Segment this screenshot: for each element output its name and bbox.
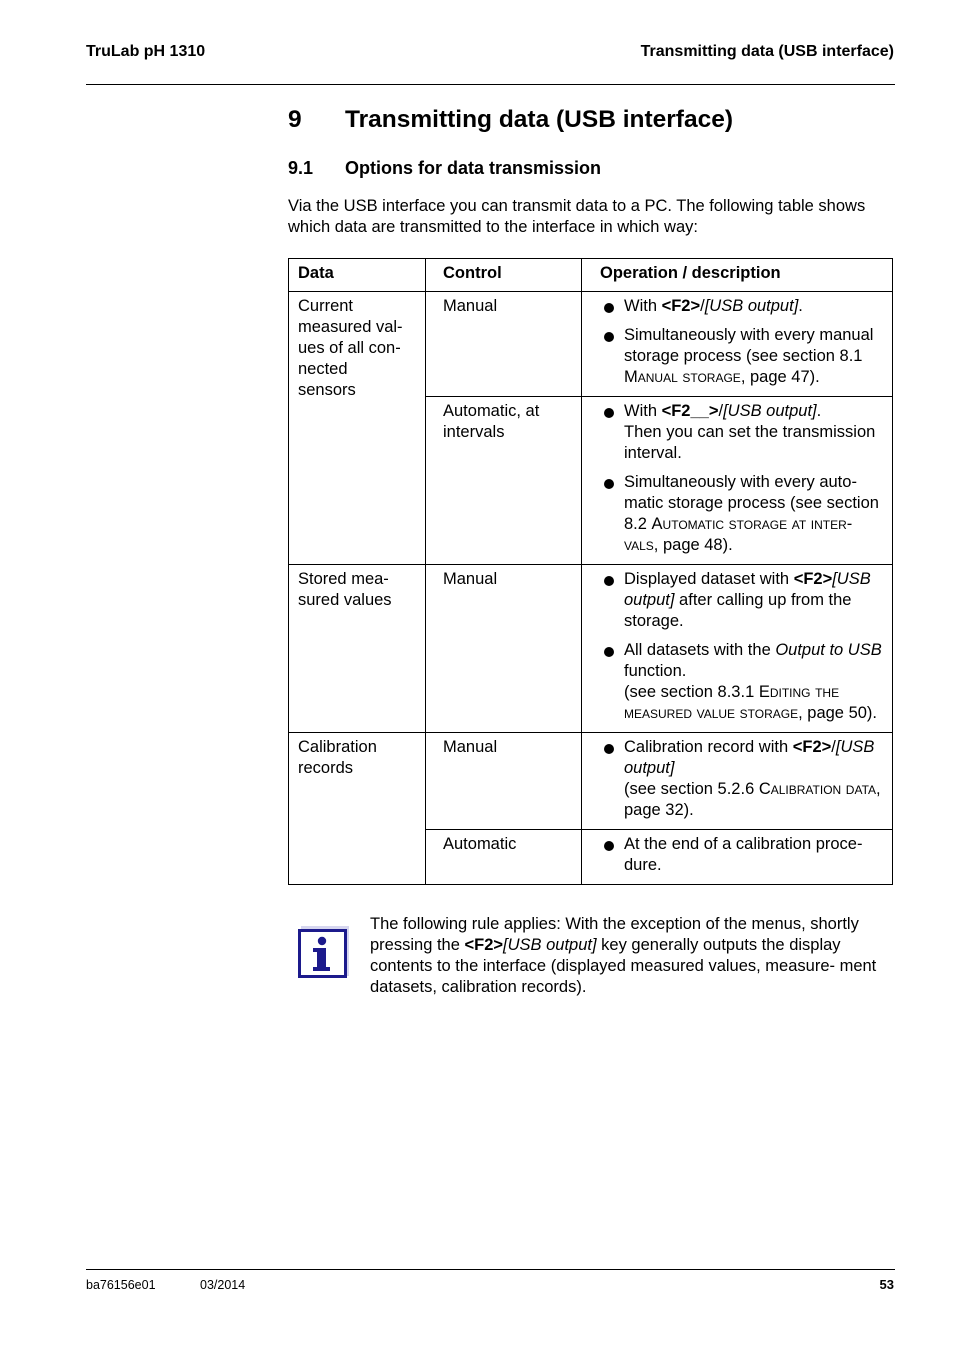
bullet-icon xyxy=(604,841,614,851)
header-rule xyxy=(86,84,895,85)
bullet-icon xyxy=(604,479,614,489)
section-number: 9.1 xyxy=(288,158,314,178)
key-label: <F2> xyxy=(792,738,832,756)
data-label: Calibration records xyxy=(298,738,377,777)
function-label: Output to USB xyxy=(775,641,882,659)
cell-operation xyxy=(582,830,893,885)
list-item xyxy=(602,296,884,317)
text: All datasets with the xyxy=(624,641,776,659)
table-row xyxy=(289,565,893,733)
list-item xyxy=(602,472,884,556)
text: With xyxy=(624,402,662,420)
data-label: Current measured val- ues of all con- nected sensors xyxy=(298,297,403,399)
text: , page 32). xyxy=(624,780,881,819)
note-paragraph xyxy=(370,914,890,998)
text: (see section 5.2.6 xyxy=(624,780,759,798)
chapter-title: Transmitting data (USB interface) xyxy=(345,106,733,133)
bullet-icon xyxy=(604,744,614,754)
column-header-control: Control xyxy=(426,259,582,292)
column-header-data: Data xyxy=(289,259,426,292)
text: function. xyxy=(624,662,687,680)
table-row xyxy=(289,733,893,830)
text: Calibration record with xyxy=(624,738,793,756)
cell-operation xyxy=(582,397,893,565)
footer-date: 03/2014 xyxy=(200,1278,246,1292)
softkey-label: [USB output] xyxy=(624,738,875,777)
bullet-icon xyxy=(604,408,614,418)
bullet-icon xyxy=(604,647,614,657)
softkey-label: [USB output] xyxy=(624,570,871,609)
text: At the end of a calibration proce- dure. xyxy=(624,835,863,874)
data-label: Stored mea- sured values xyxy=(298,570,392,609)
text: Then you can set the transmission interval. xyxy=(624,423,876,462)
list-item xyxy=(602,569,884,632)
text: / xyxy=(831,738,836,756)
cell-control: Manual xyxy=(426,565,582,733)
list-item xyxy=(602,401,884,464)
data-transmission-table xyxy=(288,258,893,885)
list-item xyxy=(602,834,884,876)
softkey-label: [USB output] xyxy=(723,402,817,420)
text: . xyxy=(798,297,803,315)
cell-data xyxy=(289,292,426,565)
cross-reference: Editing the measured value storage xyxy=(624,683,840,722)
list-item xyxy=(602,325,884,388)
text: (see section 8.3.1 xyxy=(624,683,759,701)
header-section-title: Transmitting data (USB interface) xyxy=(640,43,894,60)
text: . xyxy=(816,402,822,420)
list-item xyxy=(602,737,884,821)
info-icon xyxy=(298,926,349,979)
key-label: <F2> xyxy=(464,936,504,954)
list-item xyxy=(602,640,884,724)
text: key generally outputs the display contents to the interface (displayed measured values, measure- ment datasets, calibration records). xyxy=(370,936,877,996)
bullet-icon xyxy=(604,576,614,586)
text: after calling up from the storage. xyxy=(624,591,852,630)
chapter-heading xyxy=(288,106,733,134)
cell-operation xyxy=(582,565,893,733)
text: , page 48). xyxy=(653,536,733,554)
text: / xyxy=(700,297,705,315)
text: Displayed dataset with xyxy=(624,570,794,588)
cell-control: Automatic, at intervals xyxy=(426,397,582,565)
intro-paragraph: Via the USB interface you can transmit data to a PC. The following table shows which data are transmitted to the interface in which way: xyxy=(288,197,866,236)
section-title: Options for data transmission xyxy=(345,158,602,178)
page-number: 53 xyxy=(879,1277,894,1292)
header-product: TruLab pH 1310 xyxy=(86,43,206,60)
table-row xyxy=(289,292,893,397)
text: Simultaneously with every auto- matic storage process (see section 8.2 xyxy=(624,473,879,533)
cell-data xyxy=(289,733,426,885)
key-label: <F2__> xyxy=(661,402,719,420)
column-header-operation: Operation / description xyxy=(582,259,893,292)
text: , page 47). xyxy=(740,368,820,386)
cell-data xyxy=(289,565,426,733)
key-label: <F2> xyxy=(793,570,833,588)
chapter-number: 9 xyxy=(288,106,302,133)
text: Simultaneously with every manual storage process (see section 8.1 xyxy=(624,326,874,365)
cell-operation xyxy=(582,292,893,397)
cell-control: Automatic xyxy=(426,830,582,885)
cross-reference: Calibration data xyxy=(758,780,877,798)
bullet-icon xyxy=(604,303,614,313)
info-icon-graphic xyxy=(298,926,349,979)
footer-doc-id: ba76156e01 xyxy=(86,1278,156,1292)
footer-rule xyxy=(86,1269,895,1270)
table-header-row xyxy=(289,259,893,292)
text: The following rule applies: With the exception of the menus, shortly pressing the xyxy=(370,915,859,954)
bullet-icon xyxy=(604,332,614,342)
key-label: <F2> xyxy=(661,297,701,315)
softkey-label: [USB output] xyxy=(503,936,597,954)
softkey-label: [USB output] xyxy=(704,297,799,315)
text: , page 50). xyxy=(798,704,877,722)
text: With xyxy=(624,297,662,315)
cross-reference: Manual storage xyxy=(624,368,741,386)
cell-control: Manual xyxy=(426,733,582,830)
cell-operation xyxy=(582,733,893,830)
text: / xyxy=(718,402,724,420)
cell-control: Manual xyxy=(426,292,582,397)
cross-reference: Automatic storage at inter- vals xyxy=(624,515,853,554)
section-heading xyxy=(288,158,601,179)
